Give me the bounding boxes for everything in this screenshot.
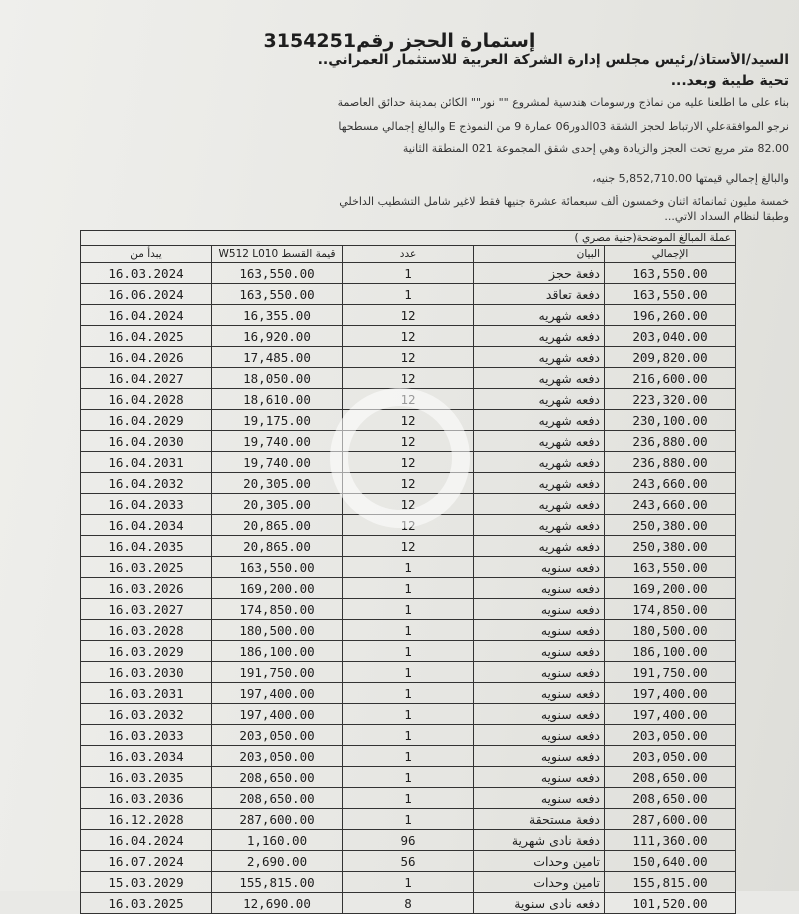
cell-installment: 18,610.00 [212, 389, 343, 410]
cell-description: دفعه سنويه [474, 662, 605, 683]
total-price-line: والبالغ إجمالي قيمتها 5,852,710.00 جنيه، [592, 172, 789, 185]
cell-total: 250,380.00 [605, 515, 736, 536]
table-row [81, 431, 736, 452]
table-row [81, 263, 736, 284]
cell-installment: 163,550.00 [212, 284, 343, 305]
cell-description: دفعه شهريه [474, 389, 605, 410]
cell-description: دفعه سنويه [474, 599, 605, 620]
cell-total: 236,880.00 [605, 452, 736, 473]
cell-total: 243,660.00 [605, 494, 736, 515]
cell-start: 16.03.2033 [81, 725, 212, 746]
price-in-words-line: خمسة مليون ثمانمائة اثنان وخمسون ألف سبعمائة عشرة جنيها فقط لاغير شامل التشطيب الداخلي [339, 195, 789, 208]
cell-count: 12 [343, 494, 474, 515]
table-row [81, 452, 736, 473]
cell-count: 1 [343, 788, 474, 809]
cell-start: 16.04.2024 [81, 305, 212, 326]
table-row [81, 389, 736, 410]
currency-label: عملة المبالغ الموضحة(جنية مصري ) [81, 231, 736, 246]
cell-start: 16.07.2024 [81, 851, 212, 872]
cell-total: 250,380.00 [605, 536, 736, 557]
cell-total: 287,600.00 [605, 809, 736, 830]
cell-total: 101,520.00 [605, 893, 736, 914]
cell-description: دفعه سنويه [474, 704, 605, 725]
form-title: إستمارة الحجز رقم3154251 [263, 30, 536, 52]
cell-description: دفعه شهريه [474, 452, 605, 473]
cell-start: 16.04.2026 [81, 347, 212, 368]
cell-description: دفعه شهريه [474, 368, 605, 389]
cell-description: دفعه نادى سنوية [474, 893, 605, 914]
table-row [81, 725, 736, 746]
cell-description: دفعه سنويه [474, 767, 605, 788]
addressee-line: السيد/الأستاذ/رئيس مجلس إدارة الشركة العربية للاستثمار العمراني.. [317, 52, 789, 68]
table-row [81, 557, 736, 578]
cell-installment: 20,865.00 [212, 536, 343, 557]
table-row [81, 662, 736, 683]
cell-total: 196,260.00 [605, 305, 736, 326]
cell-total: 155,815.00 [605, 872, 736, 893]
cell-count: 1 [343, 263, 474, 284]
cell-count: 1 [343, 620, 474, 641]
cell-installment: 17,485.00 [212, 347, 343, 368]
cell-installment: 203,050.00 [212, 725, 343, 746]
cell-total: 163,550.00 [605, 284, 736, 305]
cell-count: 1 [343, 662, 474, 683]
intro-line: بناء على ما اطلعنا عليه من نماذج ورسومات هندسية لمشروع "" نور"" الكائن بمدينة حدائق العاصمة [337, 96, 789, 109]
cell-installment: 16,355.00 [212, 305, 343, 326]
cell-start: 16.04.2027 [81, 368, 212, 389]
cell-description: دفعه شهريه [474, 347, 605, 368]
header-description: البيان [474, 246, 605, 263]
cell-description: دفعه شهريه [474, 326, 605, 347]
cell-description: دفعه سنويه [474, 788, 605, 809]
payment-schedule-table [80, 230, 736, 914]
table-row [81, 326, 736, 347]
cell-total: 186,100.00 [605, 641, 736, 662]
cell-total: 230,100.00 [605, 410, 736, 431]
cell-description: دفعه سنويه [474, 746, 605, 767]
table-row [81, 872, 736, 893]
cell-start: 16.03.2028 [81, 620, 212, 641]
header-count: عدد [343, 246, 474, 263]
cell-installment: 18,050.00 [212, 368, 343, 389]
cell-total: 216,600.00 [605, 368, 736, 389]
cell-installment: 180,500.00 [212, 620, 343, 641]
cell-start: 16.03.2029 [81, 641, 212, 662]
cell-description: دفعه شهريه [474, 494, 605, 515]
cell-start: 16.03.2027 [81, 599, 212, 620]
table-row [81, 473, 736, 494]
cell-count: 12 [343, 410, 474, 431]
cell-total: 174,850.00 [605, 599, 736, 620]
cell-start: 15.03.2029 [81, 872, 212, 893]
cell-start: 16.04.2025 [81, 326, 212, 347]
cell-start: 16.03.2032 [81, 704, 212, 725]
cell-count: 1 [343, 641, 474, 662]
cell-total: 236,880.00 [605, 431, 736, 452]
header-codes: W512 L010 [218, 248, 279, 260]
cell-count: 1 [343, 725, 474, 746]
cell-count: 12 [343, 305, 474, 326]
cell-installment: 19,740.00 [212, 452, 343, 473]
table-row [81, 809, 736, 830]
cell-start: 16.12.2028 [81, 809, 212, 830]
cell-count: 96 [343, 830, 474, 851]
cell-count: 1 [343, 872, 474, 893]
cell-installment: 197,400.00 [212, 683, 343, 704]
table-header-row [81, 246, 736, 263]
cell-total: 111,360.00 [605, 830, 736, 851]
table-row [81, 599, 736, 620]
table-row [81, 683, 736, 704]
cell-total: 180,500.00 [605, 620, 736, 641]
cell-description: دفعه شهريه [474, 536, 605, 557]
cell-installment: 155,815.00 [212, 872, 343, 893]
cell-description: دفعه سنويه [474, 725, 605, 746]
cell-start: 16.03.2025 [81, 893, 212, 914]
cell-installment: 19,175.00 [212, 410, 343, 431]
cell-description: دفعه سنويه [474, 557, 605, 578]
cell-description: دفعه شهريه [474, 473, 605, 494]
cell-description: دفعة حجز [474, 263, 605, 284]
header-installment [212, 246, 343, 263]
cell-description: دفعه شهريه [474, 515, 605, 536]
cell-total: 197,400.00 [605, 704, 736, 725]
cell-start: 16.03.2030 [81, 662, 212, 683]
cell-count: 1 [343, 599, 474, 620]
table-row [81, 305, 736, 326]
cell-start: 16.04.2034 [81, 515, 212, 536]
cell-total: 197,400.00 [605, 683, 736, 704]
cell-start: 16.03.2031 [81, 683, 212, 704]
cell-description: دفعه شهريه [474, 410, 605, 431]
cell-total: 208,650.00 [605, 788, 736, 809]
cell-count: 1 [343, 683, 474, 704]
cell-total: 163,550.00 [605, 263, 736, 284]
cell-count: 12 [343, 473, 474, 494]
cell-count: 8 [343, 893, 474, 914]
cell-start: 16.04.2031 [81, 452, 212, 473]
table-row [81, 515, 736, 536]
cell-installment: 203,050.00 [212, 746, 343, 767]
cell-count: 1 [343, 746, 474, 767]
cell-start: 16.04.2024 [81, 830, 212, 851]
table-row [81, 704, 736, 725]
cell-installment: 20,305.00 [212, 473, 343, 494]
table-row [81, 368, 736, 389]
cell-installment: 163,550.00 [212, 263, 343, 284]
cell-start: 16.04.2035 [81, 536, 212, 557]
table-row [81, 536, 736, 557]
cell-installment: 208,650.00 [212, 788, 343, 809]
cell-total: 208,650.00 [605, 767, 736, 788]
cell-total: 150,640.00 [605, 851, 736, 872]
cell-start: 16.04.2029 [81, 410, 212, 431]
table-currency-row [81, 231, 736, 246]
cell-count: 56 [343, 851, 474, 872]
table-row [81, 830, 736, 851]
cell-installment: 20,305.00 [212, 494, 343, 515]
table-row [81, 851, 736, 872]
cell-count: 1 [343, 557, 474, 578]
cell-count: 12 [343, 326, 474, 347]
cell-installment: 169,200.00 [212, 578, 343, 599]
cell-count: 12 [343, 368, 474, 389]
cell-start: 16.03.2025 [81, 557, 212, 578]
cell-start: 16.03.2034 [81, 746, 212, 767]
cell-count: 12 [343, 515, 474, 536]
table-row [81, 284, 736, 305]
cell-installment: 1,160.00 [212, 830, 343, 851]
table-row [81, 767, 736, 788]
cell-count: 12 [343, 431, 474, 452]
cell-start: 16.03.2026 [81, 578, 212, 599]
cell-description: دفعة مستحقة [474, 809, 605, 830]
cell-installment: 186,100.00 [212, 641, 343, 662]
cell-count: 12 [343, 389, 474, 410]
cell-installment: 287,600.00 [212, 809, 343, 830]
cell-count: 12 [343, 536, 474, 557]
cell-total: 203,040.00 [605, 326, 736, 347]
header-start: يبدأ من [81, 246, 212, 263]
cell-start: 16.04.2032 [81, 473, 212, 494]
table-row [81, 494, 736, 515]
cell-description: دفعه سنويه [474, 683, 605, 704]
cell-count: 1 [343, 767, 474, 788]
cell-start: 16.03.2036 [81, 788, 212, 809]
cell-description: تامين وحدات [474, 872, 605, 893]
cell-count: 1 [343, 809, 474, 830]
cell-start: 16.03.2024 [81, 263, 212, 284]
table-row [81, 746, 736, 767]
cell-start: 16.04.2030 [81, 431, 212, 452]
cell-description: دفعه سنويه [474, 620, 605, 641]
cell-count: 1 [343, 704, 474, 725]
table-row [81, 788, 736, 809]
greeting-line: تحية طيبة وبعد... [670, 73, 789, 89]
cell-installment: 12,690.00 [212, 893, 343, 914]
cell-total: 223,320.00 [605, 389, 736, 410]
header-total: الإجمالي [605, 246, 736, 263]
cell-installment: 20,865.00 [212, 515, 343, 536]
cell-total: 191,750.00 [605, 662, 736, 683]
cell-total: 169,200.00 [605, 578, 736, 599]
cell-installment: 197,400.00 [212, 704, 343, 725]
unit-line: نرجو الموافقةعلي الارتباط لحجز الشقة 03الدور06 عمارة 9 من النموذج E والبالغ إجمالي مسطحها [338, 120, 789, 133]
cell-total: 243,660.00 [605, 473, 736, 494]
table-row [81, 347, 736, 368]
cell-installment: 163,550.00 [212, 557, 343, 578]
table-row [81, 641, 736, 662]
cell-start: 16.04.2033 [81, 494, 212, 515]
table-row [81, 620, 736, 641]
cell-count: 12 [343, 452, 474, 473]
cell-installment: 16,920.00 [212, 326, 343, 347]
cell-description: دفعة نادى شهرية [474, 830, 605, 851]
cell-installment: 2,690.00 [212, 851, 343, 872]
cell-installment: 191,750.00 [212, 662, 343, 683]
cell-total: 163,550.00 [605, 557, 736, 578]
table-row [81, 410, 736, 431]
cell-count: 1 [343, 578, 474, 599]
payment-system-line: وطبقا لنظام السداد الاتي... [664, 210, 789, 223]
cell-description: دفعه سنويه [474, 641, 605, 662]
cell-installment: 208,650.00 [212, 767, 343, 788]
cell-description: دفعة تعاقد [474, 284, 605, 305]
cell-start: 16.06.2024 [81, 284, 212, 305]
table-row [81, 893, 736, 914]
cell-installment: 174,850.00 [212, 599, 343, 620]
table-row [81, 578, 736, 599]
cell-total: 203,050.00 [605, 746, 736, 767]
cell-description: دفعه سنويه [474, 578, 605, 599]
cell-start: 16.04.2028 [81, 389, 212, 410]
cell-start: 16.03.2035 [81, 767, 212, 788]
cell-total: 209,820.00 [605, 347, 736, 368]
cell-description: تامين وحدات [474, 851, 605, 872]
cell-installment: 19,740.00 [212, 431, 343, 452]
cell-count: 12 [343, 347, 474, 368]
header-installment-label: قيمة القسط [281, 248, 336, 260]
cell-total: 203,050.00 [605, 725, 736, 746]
cell-count: 1 [343, 284, 474, 305]
cell-description: دفعه شهريه [474, 431, 605, 452]
area-line: 82.00 متر مربع تحت العجز والزيادة وهي إحدى شقق المجموعة 021 المنطقة الثانية [402, 142, 789, 155]
cell-description: دفعه شهريه [474, 305, 605, 326]
